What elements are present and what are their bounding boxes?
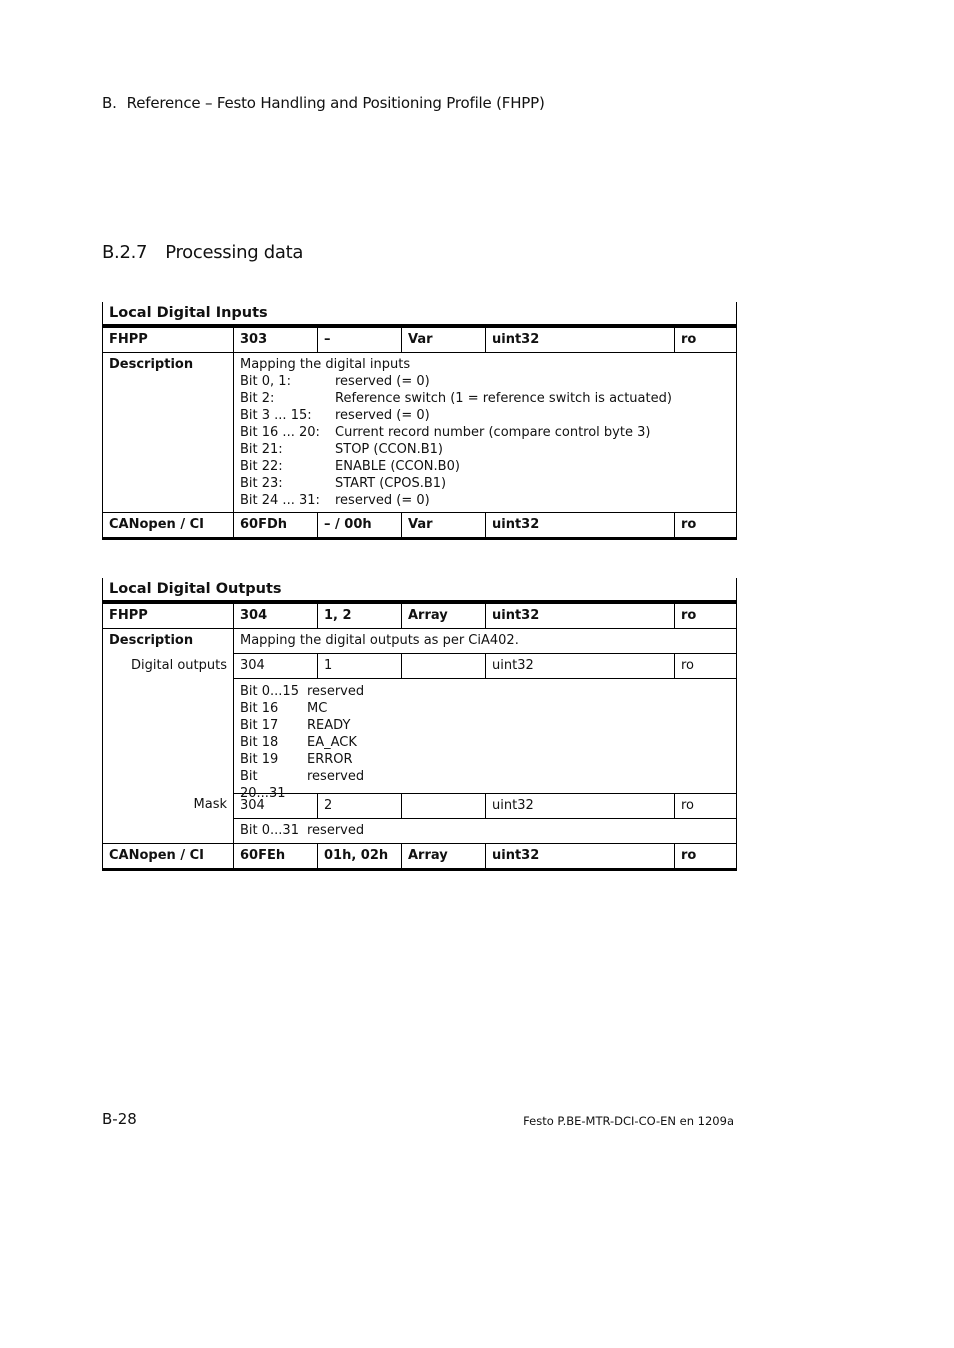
table-cell: FHPP [103,604,234,628]
bit-text: reserved (= 0) [335,493,430,508]
bit-label: Bit 23: [240,476,283,491]
table-cell: uint32 [486,844,675,868]
bit-label: Bit 16 ... 20: [240,425,320,440]
bit-text: reserved [307,769,365,784]
description-text-row [234,629,736,654]
table-cell: 304 [234,604,318,628]
table-cell: uint32 [486,794,675,818]
bit-label: Bit 24 ... 31: [240,493,320,508]
table-cell: uint32 [486,654,675,678]
description-label: Description [103,353,234,512]
section-number: B.2.7 [102,242,148,263]
local-digital-inputs-table [102,302,737,540]
running-header [102,94,545,112]
bit-label: Bit 2: [240,391,275,406]
description-values [234,629,736,843]
bit-label: Bit 17 [240,718,279,733]
bit-text: READY [307,718,351,733]
table-cell: 303 [234,328,318,352]
table-cell: – / 00h [318,513,402,537]
bit-text: Reference switch (1 = reference switch is actuated) [335,391,672,406]
mask-bits [234,819,736,843]
description-labels [103,629,234,843]
table-cell: ro [681,658,695,673]
canopen-row [103,844,736,871]
table-cell [402,794,486,818]
bit-text: STOP (CCON.B1) [335,442,443,457]
description-text: Mapping the digital outputs as per CiA402. [240,633,519,648]
table-cell: 1, 2 [318,604,402,628]
section-title: Processing data [165,242,304,263]
table-cell: 304 [234,654,318,678]
bit-list [240,822,730,839]
table-cell: ro [681,517,697,532]
section-heading [102,242,303,263]
description-block [103,629,736,844]
table-cell: 01h, 02h [318,844,402,868]
bit-text: ENABLE (CCON.B0) [335,459,460,474]
mask-label: Mask [193,797,227,812]
table-cell: uint32 [486,328,675,352]
table-cell: Var [402,513,486,537]
local-digital-outputs-table [102,578,737,871]
table-cell: Var [402,328,486,352]
bit-label: Bit 16 [240,701,279,716]
table-cell: Array [402,844,486,868]
bit-label: Bit 18 [240,735,279,750]
bit-label: Bit 20...31 [240,769,286,801]
table-cell: 60FDh [234,513,318,537]
table-cell: 2 [318,794,402,818]
description-content [234,353,736,512]
table-cell: ro [681,332,697,347]
table-cell: 304 [234,794,318,818]
table-cell: Array [402,604,486,628]
bit-label: Bit 3 ... 15: [240,408,312,423]
bit-text: START (CPOS.B1) [335,476,447,491]
bit-list [240,683,730,802]
mask-bits-row [234,819,736,843]
table-cell: FHPP [103,328,234,352]
output-bits [234,679,736,801]
document-id: Festo P.BE-MTR-DCI-CO-EN en 1209a [523,1114,734,1128]
table-cell: – [318,328,402,352]
header-number: B. [102,94,117,112]
bit-label: Bit 19 [240,752,279,767]
description-label: Description [109,633,194,648]
digital-outputs-row [234,654,736,679]
fhpp-row [103,328,736,353]
bit-text: MC [307,701,328,716]
output-bits-row [234,679,736,801]
bit-label: Bit 0...31 [240,823,299,838]
bit-text: reserved [307,684,365,699]
table-cell: ro [681,798,695,813]
table-cell: CANopen / CI [103,844,234,868]
table-cell: ro [681,608,697,623]
table-cell: 60FEh [234,844,318,868]
bit-text: Current record number (compare control byte 3) [335,425,651,440]
fhpp-row [103,604,736,629]
bit-label: Bit 0...15 [240,684,299,699]
table-cell: uint32 [486,513,675,537]
bit-text: ERROR [307,752,353,767]
description-intro: Mapping the digital inputs [240,357,411,372]
table-cell: uint32 [486,604,675,628]
table-cell: CANopen / CI [103,513,234,537]
bit-label: Bit 0, 1: [240,374,291,389]
bit-list [240,373,730,509]
header-text: Reference – Festo Handling and Positioning Profile (FHPP) [126,94,545,112]
table-cell: 1 [318,654,402,678]
spacer [103,679,233,793]
table-cell [402,654,486,678]
digital-outputs-label: Digital outputs [131,658,227,673]
bit-text: EA_ACK [307,735,357,750]
canopen-row [103,513,736,540]
bit-text: reserved [307,823,365,838]
table-title: Local Digital Inputs [103,302,736,328]
description-row [103,353,736,513]
bit-label: Bit 21: [240,442,283,457]
bit-label: Bit 22: [240,459,283,474]
mask-row [234,794,736,819]
bit-text: reserved (= 0) [335,408,430,423]
page-number: B-28 [102,1110,137,1128]
bit-text: reserved (= 0) [335,374,430,389]
table-title: Local Digital Outputs [103,578,736,604]
table-cell: ro [681,848,697,863]
